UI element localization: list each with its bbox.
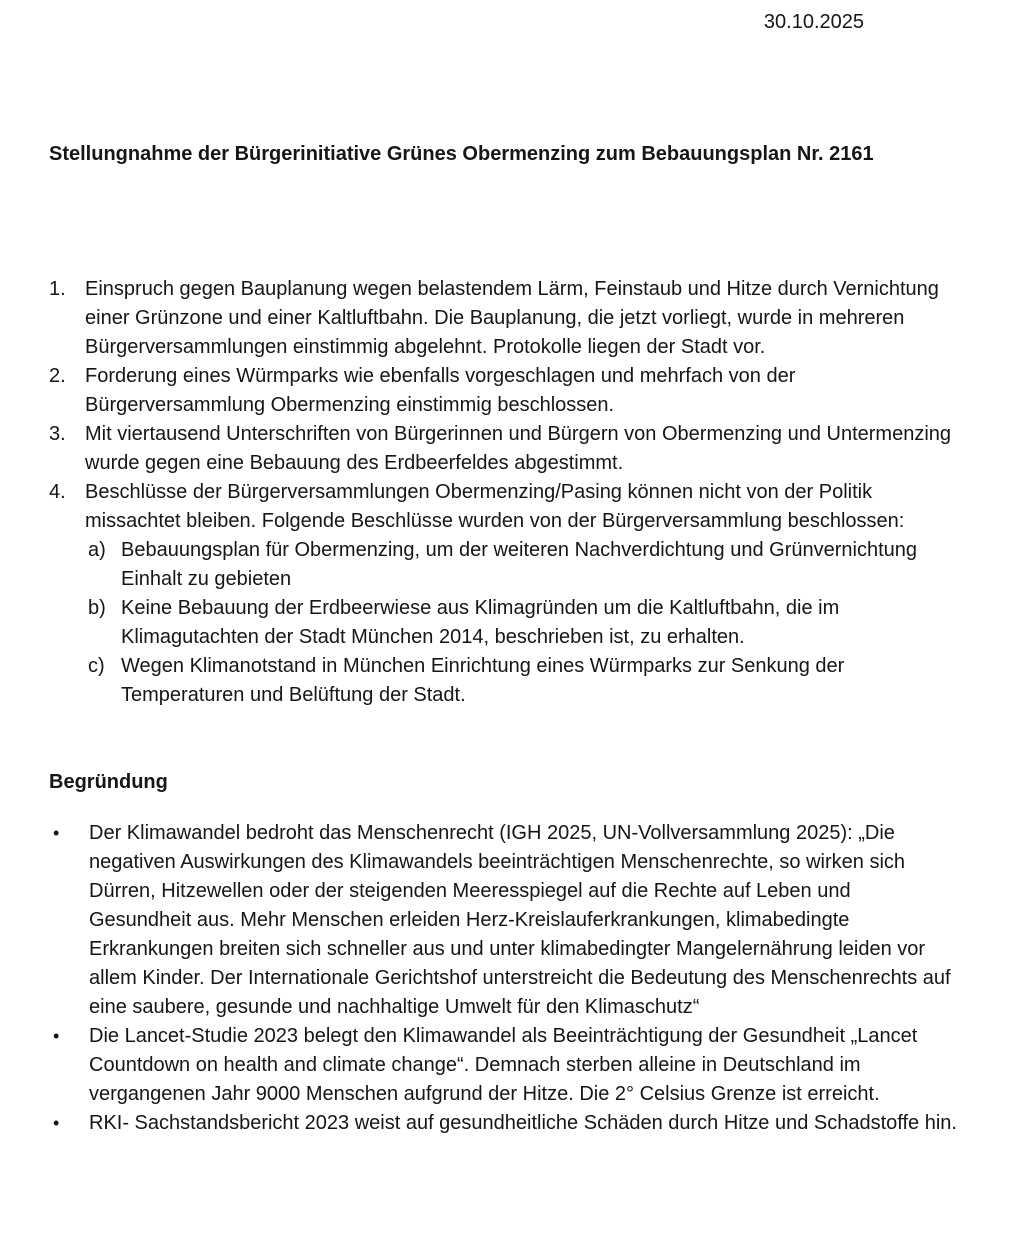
list-item-text: Mit viertausend Unterschriften von Bürgerinnen und Bürgern von Obermenzing und Untermenzing wurde gegen eine Bebauung des Erdbeerfeldes abgestimmt. <box>85 423 952 474</box>
list-number: 2. <box>49 365 66 387</box>
list-item-text: Beschlüsse der Bürgerversammlungen Obermenzing/Pasing können nicht von der Politik missachtet bleiben. Folgende Beschlüsse wurden von der Bürgerversammlung beschlossen: <box>85 481 905 532</box>
demands-numbered-list <box>49 275 957 710</box>
list-item-text: Keine Bebauung der Erdbeerwiese aus Klimagründen um die Kaltluftbahn, die im Klimagutachten der Stadt München 2014, beschrieben ist, zu erhalten. <box>121 597 840 648</box>
bullet-item-1 <box>49 819 957 1022</box>
list-number: 1. <box>49 278 66 300</box>
document-title: Stellungnahme der Bürgerinitiative Grünes Obermenzing zum Bebauungsplan Nr. 2161 <box>49 143 874 165</box>
list-item-text: Bebauungsplan für Obermenzing, um der weiteren Nachverdichtung und Grünvernichtung Einhalt zu gebieten <box>121 539 918 590</box>
list-letter: a) <box>88 539 106 561</box>
list-number: 3. <box>49 423 66 445</box>
sub-item-b <box>88 594 957 652</box>
resolutions-sub-list <box>88 536 957 710</box>
sub-item-a <box>88 536 957 594</box>
list-item-text: Forderung eines Würmparks wie ebenfalls vorgeschlagen und mehrfach von der Bürgerversammlung Obermenzing einstimmig beschlossen. <box>85 365 796 416</box>
list-item-text: Wegen Klimanotstand in München Einrichtung eines Würmparks zur Senkung der Temperaturen und Belüftung der Stadt. <box>121 655 845 706</box>
list-number: 4. <box>49 481 66 503</box>
list-letter: b) <box>88 597 106 619</box>
list-letter: c) <box>88 655 105 677</box>
bullet-item-3 <box>49 1109 957 1138</box>
numbered-item-4 <box>49 478 957 536</box>
bullet-item-text: RKI- Sachstandsbericht 2023 weist auf gesundheitliche Schäden durch Hitze und Schadstoffe hin. <box>89 1112 957 1134</box>
numbered-item-2 <box>49 362 957 420</box>
justification-bullet-list <box>49 819 957 1138</box>
bullet-item-text: Die Lancet-Studie 2023 belegt den Klimawandel als Beeinträchtigung der Gesundheit „Lancet Countdown on health and climate change“. Demnach sterben alleine in Deutschland im vergangenen Jahr 9000 Menschen aufgrund der Hitze. Die 2° Celsius Grenze ist erreicht. <box>89 1025 918 1105</box>
bullet-icon: • <box>53 823 60 843</box>
document-date: 30.10.2025 <box>763 11 864 33</box>
bullet-icon: • <box>53 1113 60 1133</box>
bullet-item-2 <box>49 1022 957 1109</box>
list-item-text: Einspruch gegen Bauplanung wegen belastendem Lärm, Feinstaub und Hitze durch Vernichtung einer Grünzone und einer Kaltluftbahn. Die Bauplanung, die jetzt vorliegt, wurde in mehreren Bürgerversammlungen einstimmig abgelehnt. Protokolle liegen der Stadt vor. <box>85 278 939 358</box>
section-heading-begruendung: Begründung <box>49 771 168 793</box>
bullet-item-text: Der Klimawandel bedroht das Menschenrecht (IGH 2025, UN-Vollversammlung 2025): „Die negativen Auswirkungen des Klimawandels beeinträchtigen Menschenrechte, so wirken sich Dürren, Hitzewellen oder der steigenden Meeresspiegel auf die Rechte auf Leben und Gesundheit aus. Mehr Menschen erleiden Herz-Kreislauferkrankungen, klimabedingte Erkrankungen breiten sich schneller aus und unter klimabedingter Mangelernährung leiden vor allem Kinder. Der Internationale Gerichtshof unterstreicht die Bedeutung des Menschenrechts auf eine saubere, gesunde und nachhaltige Umwelt für den Klimaschutz“ <box>89 822 951 1018</box>
bullet-icon: • <box>53 1026 60 1046</box>
numbered-item-1 <box>49 275 957 362</box>
numbered-item-3 <box>49 420 957 478</box>
sub-item-c <box>88 652 957 710</box>
